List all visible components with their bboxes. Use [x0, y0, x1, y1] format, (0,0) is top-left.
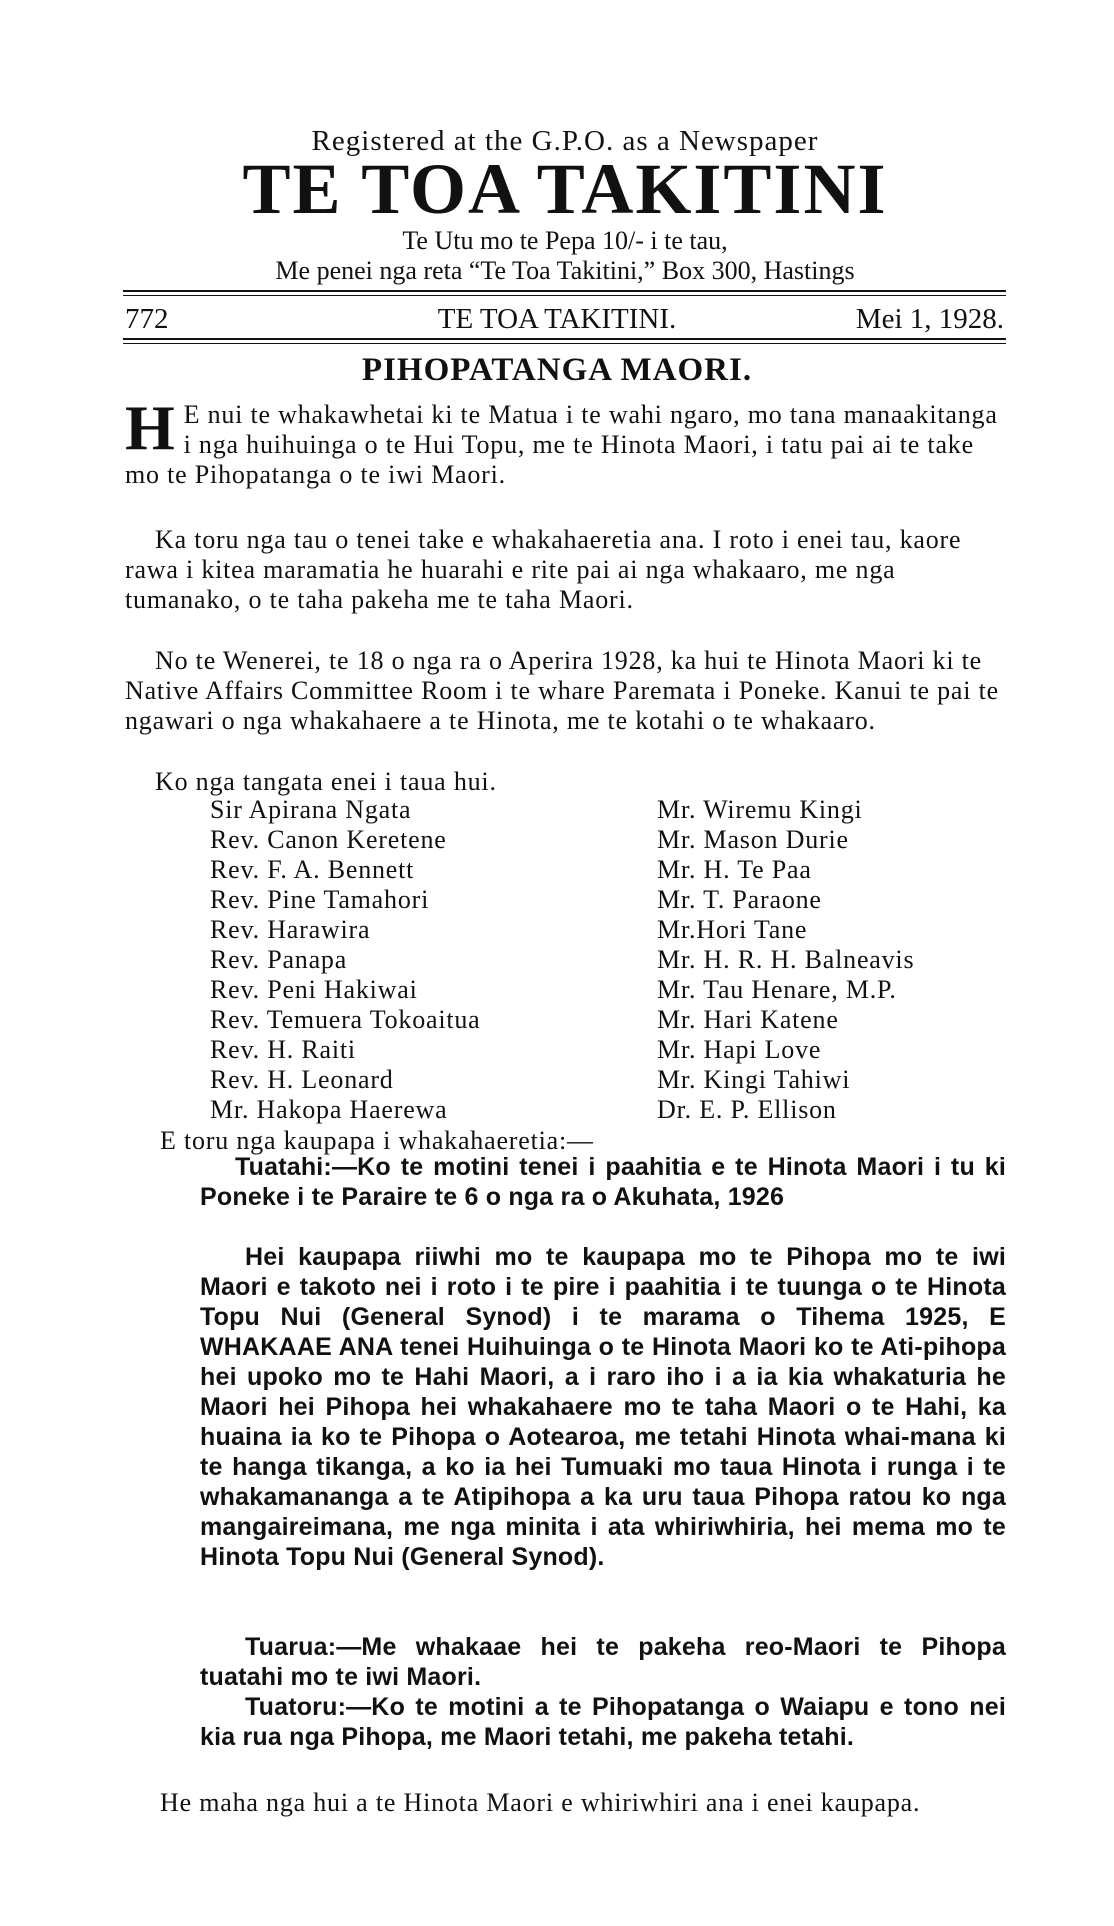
attendee: Mr. H. Te Paa — [657, 855, 812, 884]
issue-date: Mei 1, 1928. — [855, 303, 1004, 335]
article-paragraph-1 — [125, 392, 1005, 490]
attendee: Rev. H. Leonard — [210, 1065, 394, 1094]
subscription-price: Te Utu mo te Pepa 10/- i te tau, — [402, 226, 728, 255]
attendee: Dr. E. P. Ellison — [657, 1095, 837, 1124]
newspaper-title: TE TOA TAKITINI — [242, 149, 888, 229]
article-heading: PIHOPATANGA MAORI. — [361, 352, 753, 388]
drop-cap: H — [125, 392, 176, 463]
resolution-3: Tuatoru:—Ko te motini a te Pihopatanga o Waiapu e tono nei kia rua nga Pihopa, me Maori tetahi, me pakeha tetahi. — [200, 1693, 1006, 1751]
resolution-2: Tuarua:—Me whakaae hei te pakeha reo-Maori te Pihopa tuatahi mo te iwi Maori. — [200, 1633, 1006, 1691]
resolution-1: Tuatahi:—Ko te motini tenei i paahitia e te Hinota Maori i tu ki Poneke i te Paraire te 6 o nga ra o Akuhata, 1926 — [200, 1153, 1006, 1211]
attendee: Mr. Hakopa Haerewa — [210, 1095, 448, 1124]
attendee: Mr. Hari Katene — [657, 1005, 839, 1034]
attendee-column-left — [210, 795, 481, 1125]
postal-address: Me penei nga reta “Te Toa Takitini,” Box 300, Hastings — [275, 256, 855, 285]
attendee: Mr. Tau Henare, M.P. — [657, 975, 897, 1004]
folio-divider — [123, 338, 1006, 340]
attendee: Rev. Canon Keretene — [210, 825, 447, 854]
attendee: Mr. Hapi Love — [657, 1035, 822, 1064]
attendee: Rev. F. A. Bennett — [210, 855, 415, 884]
attendee: Mr. Mason Durie — [657, 825, 849, 854]
attendee: Mr. T. Paraone — [657, 885, 822, 914]
resolution-1-body: Hei kaupapa riiwhi mo te kaupapa mo te Pihopa mo te iwi Maori e takoto nei i roto i te pire i paahitia i te tuunga o te Hinota Topu Nui (General Synod) i te marama o Tihema 1925, E WHAKAAE ANA tenei Huihuinga o te Hinota Maori ko te Ati-pihopa hei upoko mo te Hahi Maori, a i raro iho i a ia kia whakaturia he Maori hei Pihopa hei whakahaere mo te taha Maori o te Hahi, ka huaina ia ko te Pihopa o Aotearoa, me tetahi Hinota whai-mana ki te hanga tikanga, a ko ia hei Tumuaki mo taua Hinota i runga i te whakamananga a te Atipihopa a ka uru taua Pihopa ratou ko nga mangaireimana, me nga minita i ata whiriwhiria, hei mema mo te Hinota Topu Nui (General Synod). — [200, 1243, 1006, 1571]
attendee: Rev. Harawira — [210, 915, 371, 944]
attendee: Sir Apirana Ngata — [210, 795, 412, 824]
resolutions-intro: E toru nga kaupapa i whakahaeretia:— — [160, 1126, 594, 1155]
closing-paragraph: He maha nga hui a te Hinota Maori e whiriwhiri ana i enei kaupapa. — [160, 1788, 921, 1817]
attendee: Mr. Wiremu Kingi — [657, 795, 863, 824]
attendee: Rev. Temuera Tokoaitua — [210, 1005, 481, 1034]
running-head: TE TOA TAKITINI. — [437, 303, 677, 335]
folio-divider-thin — [123, 343, 1006, 344]
article-paragraph-4: Ko nga tangata enei i taua hui. — [155, 767, 497, 796]
attendee-column-right — [657, 795, 914, 1125]
masthead-divider — [123, 290, 1006, 292]
attendee: Rev. H. Raiti — [210, 1035, 356, 1064]
attendee: Rev. Panapa — [210, 945, 348, 974]
article-paragraph-3: No te Wenerei, te 18 o nga ra o Aperira 1928, ka hui te Hinota Maori ki te Native Affairs Committee Room i te whare Paremata i Poneke. Kanui te pai te ngawari o nga whakahaere a te Hinota, me te kotahi o te whakaaro. — [125, 646, 999, 735]
paragraph-text: E nui te whakawhetai ki te Matua i te wahi ngaro, mo tana manaakitanga i nga huihuinga o te Hui Topu, me te Hinota Maori, i tatu pai ai te take mo te Pihopatanga o te iwi Maori. — [125, 400, 998, 489]
attendee: Mr. Kingi Tahiwi — [657, 1065, 851, 1094]
article-paragraph-2: Ka toru nga tau o tenei take e whakahaeretia ana. I roto i enei tau, kaore rawa i kitea maramatia he huarahi e rite pai ai nga whakaaro, me nga tumanako, o te taha pakeha me te taha Maori. — [125, 525, 962, 614]
masthead-divider-thin — [123, 295, 1006, 296]
attendee: Rev. Peni Hakiwai — [210, 975, 418, 1004]
registration-notice: Registered at the G.P.O. as a Newspaper — [311, 125, 819, 157]
attendee: Mr. H. R. H. Balneavis — [657, 945, 915, 974]
attendee: Rev. Pine Tamahori — [210, 885, 430, 914]
page-number: 772 — [125, 303, 169, 335]
attendee: Mr.Hori Tane — [657, 915, 808, 944]
